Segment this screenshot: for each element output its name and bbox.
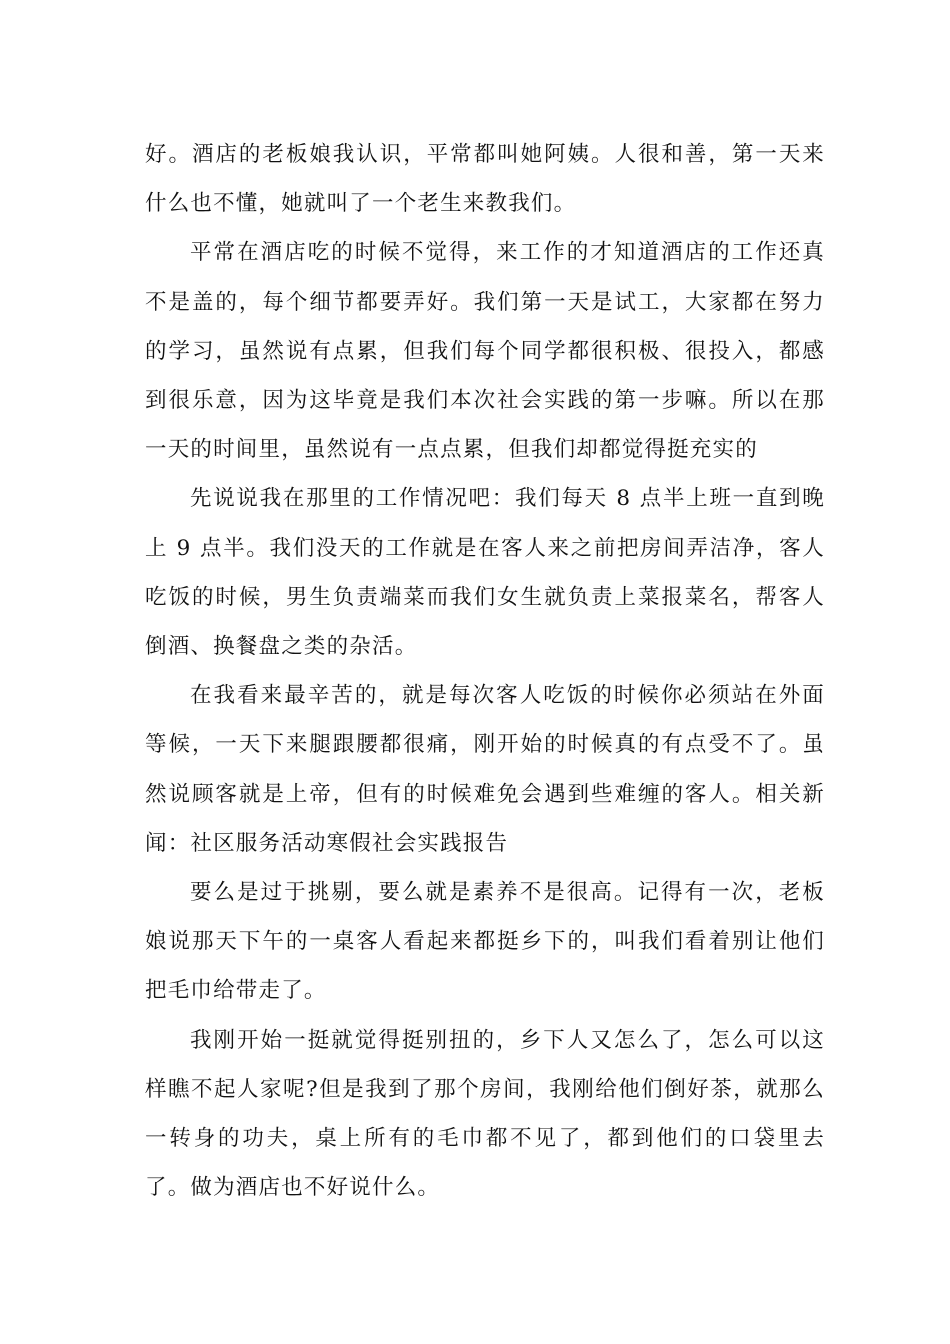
- paragraph-3: 先说说我在那里的工作情况吧：我们每天 8 点半上班一直到晚上 9 点半。我们没天的工作就是在客人来之前把房间弄洁净，客人吃饭的时候，男生负责端菜而我们女生就负责上菜报菜名，帮客人倒酒、换餐盘之类的杂活。: [145, 486, 825, 660]
- paragraph-4: 在我看来最辛苦的，就是每次客人吃饭的时候你必须站在外面等候，一天下来腿跟腰都很痛，刚开始的时候真的有点受不了。虽然说顾客就是上帝，但有的时候难免会遇到些难缠的客人。相关新闻：社区服务活动寒假社会实践报告: [145, 683, 825, 856]
- paragraph-6: 我刚开始一挺就觉得挺别扭的，乡下人又怎么了，怎么可以这样瞧不起人家呢?但是我到了那个房间，我刚给他们倒好茶，就那么一转身的功夫，桌上所有的毛巾都不见了，都到他们的口袋里去了。做为酒店也不好说什么。: [145, 1027, 825, 1201]
- document-body: [145, 130, 825, 1212]
- paragraph-5: 要么是过于挑剔，要么就是素养不是很高。记得有一次，老板娘说那天下午的一桌客人看起来都挺乡下的，叫我们看着别让他们把毛巾给带走了。: [145, 880, 825, 1004]
- paragraph-1: 好。酒店的老板娘我认识，平常都叫她阿姨。人很和善，第一天来什么也不懂，她就叫了一个老生来教我们。: [145, 142, 825, 217]
- paragraph-2: 平常在酒店吃的时候不觉得，来工作的才知道酒店的工作还真不是盖的，每个细节都要弄好。我们第一天是试工，大家都在努力的学习，虽然说有点累，但我们每个同学都很积极、很投入，都感到很乐意，因为这毕竟是我们本次社会实践的第一步嘛。所以在那一天的时间里，虽然说有一点点累，但我们却都觉得挺充实的: [145, 240, 825, 463]
